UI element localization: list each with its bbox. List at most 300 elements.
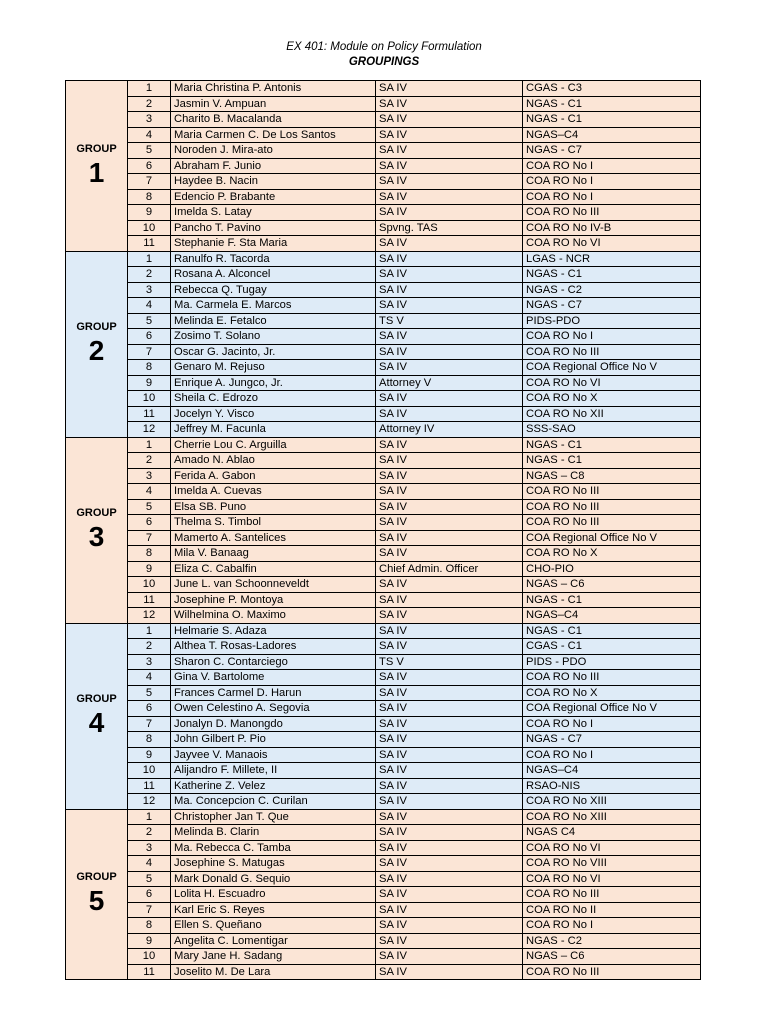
- member-office: RSAO-NIS: [523, 778, 701, 794]
- table-row: [66, 96, 701, 112]
- member-number: 8: [128, 546, 171, 562]
- member-office: COA RO No XIII: [523, 809, 701, 825]
- member-name: Edencio P. Brabante: [171, 189, 376, 205]
- group-label-cell: [66, 623, 128, 809]
- member-office: PIDS - PDO: [523, 654, 701, 670]
- member-number: 6: [128, 701, 171, 717]
- table-row: [66, 778, 701, 794]
- table-row: [66, 406, 701, 422]
- member-office: COA Regional Office No V: [523, 530, 701, 546]
- group-label: GROUP: [76, 693, 117, 705]
- member-number: 8: [128, 918, 171, 934]
- member-number: 6: [128, 515, 171, 531]
- member-number: 7: [128, 530, 171, 546]
- member-position: SA IV: [376, 236, 523, 252]
- member-number: 2: [128, 639, 171, 655]
- member-name: Karl Eric S. Reyes: [171, 902, 376, 918]
- member-position: SA IV: [376, 964, 523, 980]
- member-office: NGAS - C2: [523, 282, 701, 298]
- member-position: SA IV: [376, 794, 523, 810]
- member-name: Owen Celestino A. Segovia: [171, 701, 376, 717]
- member-office: NGAS - C1: [523, 96, 701, 112]
- member-name: Joselito M. De Lara: [171, 964, 376, 980]
- member-number: 9: [128, 933, 171, 949]
- table-row: [66, 344, 701, 360]
- member-name: Jayvee V. Manaois: [171, 747, 376, 763]
- member-number: 9: [128, 561, 171, 577]
- table-row: [66, 871, 701, 887]
- table-row: [66, 127, 701, 143]
- member-name: Amado N. Ablao: [171, 453, 376, 469]
- member-name: Josephine S. Matugas: [171, 856, 376, 872]
- member-position: TS V: [376, 654, 523, 670]
- table-row: [66, 933, 701, 949]
- member-number: 3: [128, 112, 171, 128]
- table-row: [66, 236, 701, 252]
- member-number: 2: [128, 453, 171, 469]
- member-position: TS V: [376, 313, 523, 329]
- member-name: Althea T. Rosas-Ladores: [171, 639, 376, 655]
- member-name: John Gilbert P. Pio: [171, 732, 376, 748]
- table-row: [66, 360, 701, 376]
- member-position: SA IV: [376, 282, 523, 298]
- member-office: COA RO No III: [523, 670, 701, 686]
- table-row: [66, 887, 701, 903]
- member-position: Spvng. TAS: [376, 220, 523, 236]
- member-name: Ma. Rebecca C. Tamba: [171, 840, 376, 856]
- member-position: SA IV: [376, 887, 523, 903]
- table-row: [66, 329, 701, 345]
- member-office: COA RO No VI: [523, 236, 701, 252]
- member-name: Mila V. Banaag: [171, 546, 376, 562]
- table-row: [66, 747, 701, 763]
- member-number: 7: [128, 716, 171, 732]
- member-number: 6: [128, 887, 171, 903]
- member-position: SA IV: [376, 329, 523, 345]
- member-name: Ranulfo R. Tacorda: [171, 251, 376, 267]
- member-position: SA IV: [376, 933, 523, 949]
- group-number: 1: [88, 156, 105, 188]
- member-number: 10: [128, 763, 171, 779]
- member-office: NGAS - C7: [523, 732, 701, 748]
- group-label: GROUP: [76, 507, 117, 519]
- member-position: SA IV: [376, 623, 523, 639]
- table-row: [66, 918, 701, 934]
- member-office: COA RO No III: [523, 515, 701, 531]
- table-row: [66, 158, 701, 174]
- member-name: Cherrie Lou C. Arguilla: [171, 437, 376, 453]
- table-row: [66, 546, 701, 562]
- member-position: SA IV: [376, 158, 523, 174]
- member-office: COA RO No I: [523, 189, 701, 205]
- member-position: SA IV: [376, 778, 523, 794]
- table-row: [66, 375, 701, 391]
- member-name: Maria Carmen C. De Los Santos: [171, 127, 376, 143]
- member-number: 4: [128, 856, 171, 872]
- member-position: SA IV: [376, 468, 523, 484]
- member-office: NGAS - C1: [523, 267, 701, 283]
- member-position: SA IV: [376, 174, 523, 190]
- member-name: Mamerto A. Santelices: [171, 530, 376, 546]
- member-name: Oscar G. Jacinto, Jr.: [171, 344, 376, 360]
- member-office: COA RO No XII: [523, 406, 701, 422]
- member-number: 9: [128, 747, 171, 763]
- member-name: Ferida A. Gabon: [171, 468, 376, 484]
- member-name: Ellen S. Queñano: [171, 918, 376, 934]
- table-row: [66, 422, 701, 438]
- member-position: SA IV: [376, 360, 523, 376]
- table-row: [66, 592, 701, 608]
- member-number: 1: [128, 437, 171, 453]
- member-office: COA RO No X: [523, 546, 701, 562]
- member-position: SA IV: [376, 577, 523, 593]
- member-office: NGAS–C4: [523, 127, 701, 143]
- member-number: 12: [128, 608, 171, 624]
- member-office: COA RO No VI: [523, 840, 701, 856]
- member-office: COA RO No II: [523, 902, 701, 918]
- member-number: 10: [128, 391, 171, 407]
- table-row: [66, 205, 701, 221]
- group-label-cell: [66, 81, 128, 252]
- member-name: June L. van Schoonneveldt: [171, 577, 376, 593]
- member-position: SA IV: [376, 747, 523, 763]
- member-position: Attorney IV: [376, 422, 523, 438]
- member-name: Mary Jane H. Sadang: [171, 949, 376, 965]
- document-title: EX 401: Module on Policy Formulation: [286, 41, 482, 53]
- member-position: SA IV: [376, 685, 523, 701]
- member-office: COA RO No XIII: [523, 794, 701, 810]
- member-position: SA IV: [376, 763, 523, 779]
- member-name: Stephanie F. Sta Maria: [171, 236, 376, 252]
- member-number: 8: [128, 732, 171, 748]
- member-position: SA IV: [376, 112, 523, 128]
- member-office: COA Regional Office No V: [523, 360, 701, 376]
- member-number: 7: [128, 902, 171, 918]
- member-number: 3: [128, 654, 171, 670]
- member-office: NGAS – C6: [523, 949, 701, 965]
- table-row: [66, 825, 701, 841]
- member-office: NGAS – C6: [523, 577, 701, 593]
- member-position: SA IV: [376, 499, 523, 515]
- member-office: COA RO No VIII: [523, 856, 701, 872]
- member-office: COA RO No III: [523, 484, 701, 500]
- member-name: Pancho T. Pavino: [171, 220, 376, 236]
- member-position: SA IV: [376, 546, 523, 562]
- group-label: GROUP: [76, 871, 117, 884]
- member-position: SA IV: [376, 592, 523, 608]
- member-name: Katherine Z. Velez: [171, 778, 376, 794]
- member-office: COA RO No III: [523, 205, 701, 221]
- table-row: [66, 701, 701, 717]
- table-row: [66, 499, 701, 515]
- member-office: COA RO No III: [523, 499, 701, 515]
- member-name: Lolita H. Escuadro: [171, 887, 376, 903]
- member-office: COA RO No X: [523, 685, 701, 701]
- member-position: SA IV: [376, 298, 523, 314]
- table-row: [66, 112, 701, 128]
- table-row: [66, 794, 701, 810]
- member-number: 10: [128, 577, 171, 593]
- member-number: 11: [128, 592, 171, 608]
- member-position: SA IV: [376, 639, 523, 655]
- member-number: 2: [128, 825, 171, 841]
- member-number: 9: [128, 375, 171, 391]
- table-row: [66, 856, 701, 872]
- member-position: SA IV: [376, 716, 523, 732]
- table-row: [66, 809, 701, 825]
- member-name: Imelda A. Cuevas: [171, 484, 376, 500]
- member-name: Imelda S. Latay: [171, 205, 376, 221]
- member-office: COA RO No X: [523, 391, 701, 407]
- member-name: Jeffrey M. Facunla: [171, 422, 376, 438]
- member-office: NGAS C4: [523, 825, 701, 841]
- group-number: 4: [88, 707, 105, 738]
- member-position: Chief Admin. Officer: [376, 561, 523, 577]
- member-office: COA RO No VI: [523, 871, 701, 887]
- member-position: SA IV: [376, 453, 523, 469]
- table-row: [66, 685, 701, 701]
- table-row: [66, 716, 701, 732]
- member-office: NGAS - C1: [523, 112, 701, 128]
- member-number: 8: [128, 189, 171, 205]
- table-row: [66, 902, 701, 918]
- member-name: Enrique A. Jungco, Jr.: [171, 375, 376, 391]
- member-number: 5: [128, 685, 171, 701]
- member-number: 12: [128, 422, 171, 438]
- table-row: [66, 220, 701, 236]
- member-number: 4: [128, 298, 171, 314]
- member-number: 8: [128, 360, 171, 376]
- member-name: Rosana A. Alconcel: [171, 267, 376, 283]
- groupings-table-body: [66, 81, 701, 980]
- member-name: Noroden J. Mira-ato: [171, 143, 376, 159]
- member-name: Wilhelmina O. Maximo: [171, 608, 376, 624]
- member-position: SA IV: [376, 701, 523, 717]
- member-position: SA IV: [376, 437, 523, 453]
- member-position: SA IV: [376, 608, 523, 624]
- member-number: 5: [128, 499, 171, 515]
- member-office: COA RO No I: [523, 329, 701, 345]
- member-name: Melinda E. Fetalco: [171, 313, 376, 329]
- table-row: [66, 251, 701, 267]
- member-number: 3: [128, 840, 171, 856]
- member-position: SA IV: [376, 143, 523, 159]
- member-position: SA IV: [376, 189, 523, 205]
- member-name: Abraham F. Junio: [171, 158, 376, 174]
- member-number: 7: [128, 344, 171, 360]
- table-row: [66, 298, 701, 314]
- member-office: SSS-SAO: [523, 422, 701, 438]
- member-position: SA IV: [376, 840, 523, 856]
- member-office: COA RO No I: [523, 918, 701, 934]
- member-name: Mark Donald G. Sequio: [171, 871, 376, 887]
- member-position: SA IV: [376, 205, 523, 221]
- member-number: 5: [128, 871, 171, 887]
- member-office: COA RO No III: [523, 344, 701, 360]
- member-position: SA IV: [376, 918, 523, 934]
- member-position: SA IV: [376, 81, 523, 97]
- member-position: SA IV: [376, 530, 523, 546]
- member-office: COA Regional Office No V: [523, 701, 701, 717]
- member-name: Thelma S. Timbol: [171, 515, 376, 531]
- member-number: 1: [128, 809, 171, 825]
- member-name: Ma. Concepcion C. Curilan: [171, 794, 376, 810]
- member-name: Ma. Carmela E. Marcos: [171, 298, 376, 314]
- table-row: [66, 437, 701, 453]
- member-position: SA IV: [376, 949, 523, 965]
- group-label-cell: [66, 437, 128, 623]
- table-row: [66, 267, 701, 283]
- member-name: Helmarie S. Adaza: [171, 623, 376, 639]
- group-label-cell: [66, 251, 128, 437]
- table-row: [66, 763, 701, 779]
- table-row: [66, 515, 701, 531]
- member-position: SA IV: [376, 670, 523, 686]
- member-position: SA IV: [376, 267, 523, 283]
- member-name: Frances Carmel D. Harun: [171, 685, 376, 701]
- member-name: Haydee B. Nacin: [171, 174, 376, 190]
- member-name: Josephine P. Montoya: [171, 592, 376, 608]
- member-office: COA RO No I: [523, 158, 701, 174]
- member-position: SA IV: [376, 484, 523, 500]
- member-office: COA RO No I: [523, 716, 701, 732]
- table-row: [66, 282, 701, 298]
- member-office: NGAS - C1: [523, 453, 701, 469]
- member-office: COA RO No VI: [523, 375, 701, 391]
- member-name: Jonalyn D. Manongdo: [171, 716, 376, 732]
- member-number: 11: [128, 406, 171, 422]
- table-row: [66, 453, 701, 469]
- member-number: 4: [128, 484, 171, 500]
- member-position: SA IV: [376, 515, 523, 531]
- member-name: Zosimo T. Solano: [171, 329, 376, 345]
- table-row: [66, 391, 701, 407]
- member-office: COA RO No III: [523, 887, 701, 903]
- member-position: SA IV: [376, 251, 523, 267]
- member-office: NGAS - C7: [523, 298, 701, 314]
- member-office: CGAS - C3: [523, 81, 701, 97]
- member-name: Elsa SB. Puno: [171, 499, 376, 515]
- member-number: 1: [128, 251, 171, 267]
- member-name: Charito B. Macalanda: [171, 112, 376, 128]
- table-row: [66, 484, 701, 500]
- member-number: 3: [128, 282, 171, 298]
- member-office: NGAS–C4: [523, 608, 701, 624]
- member-number: 5: [128, 313, 171, 329]
- group-number: 5: [88, 885, 105, 917]
- member-number: 5: [128, 143, 171, 159]
- member-position: SA IV: [376, 391, 523, 407]
- group-number: 3: [88, 521, 105, 552]
- table-row: [66, 313, 701, 329]
- table-row: [66, 670, 701, 686]
- member-name: Genaro M. Rejuso: [171, 360, 376, 376]
- table-row: [66, 81, 701, 97]
- member-position: SA IV: [376, 856, 523, 872]
- member-name: Sheila C. Edrozo: [171, 391, 376, 407]
- member-number: 11: [128, 964, 171, 980]
- member-number: 4: [128, 127, 171, 143]
- member-number: 6: [128, 329, 171, 345]
- table-row: [66, 189, 701, 205]
- member-number: 11: [128, 778, 171, 794]
- member-office: CGAS - C1: [523, 639, 701, 655]
- member-number: 9: [128, 205, 171, 221]
- groupings-table: [65, 80, 701, 980]
- member-position: SA IV: [376, 809, 523, 825]
- member-number: 10: [128, 949, 171, 965]
- table-row: [66, 732, 701, 748]
- member-number: 6: [128, 158, 171, 174]
- member-position: SA IV: [376, 344, 523, 360]
- table-row: [66, 840, 701, 856]
- member-office: NGAS - C7: [523, 143, 701, 159]
- member-office: LGAS - NCR: [523, 251, 701, 267]
- member-number: 10: [128, 220, 171, 236]
- member-position: SA IV: [376, 127, 523, 143]
- member-name: Melinda B. Clarin: [171, 825, 376, 841]
- member-office: COA RO No I: [523, 747, 701, 763]
- table-row: [66, 561, 701, 577]
- member-name: Sharon C. Contarciego: [171, 654, 376, 670]
- table-row: [66, 143, 701, 159]
- table-row: [66, 577, 701, 593]
- member-name: Eliza C. Cabalfin: [171, 561, 376, 577]
- group-label: GROUP: [76, 321, 117, 333]
- member-number: 11: [128, 236, 171, 252]
- member-name: Christopher Jan T. Que: [171, 809, 376, 825]
- member-office: COA RO No III: [523, 964, 701, 980]
- member-number: 12: [128, 794, 171, 810]
- member-position: SA IV: [376, 825, 523, 841]
- member-name: Angelita C. Lomentigar: [171, 933, 376, 949]
- member-position: SA IV: [376, 902, 523, 918]
- group-label-cell: [66, 809, 128, 980]
- member-name: Rebecca Q. Tugay: [171, 282, 376, 298]
- member-name: Gina V. Bartolome: [171, 670, 376, 686]
- member-position: Attorney V: [376, 375, 523, 391]
- table-row: [66, 654, 701, 670]
- member-office: NGAS - C1: [523, 623, 701, 639]
- group-label: GROUP: [76, 142, 117, 155]
- member-office: NGAS - C2: [523, 933, 701, 949]
- table-row: [66, 468, 701, 484]
- member-name: Alijandro F. Millete, II: [171, 763, 376, 779]
- member-number: 7: [128, 174, 171, 190]
- member-position: SA IV: [376, 406, 523, 422]
- table-row: [66, 949, 701, 965]
- member-office: COA RO No IV-B: [523, 220, 701, 236]
- member-office: COA RO No I: [523, 174, 701, 190]
- member-office: PIDS-PDO: [523, 313, 701, 329]
- member-position: SA IV: [376, 871, 523, 887]
- document-header: [0, 40, 768, 70]
- member-name: Jasmin V. Ampuan: [171, 96, 376, 112]
- group-number: 2: [88, 335, 105, 366]
- member-office: NGAS - C1: [523, 592, 701, 608]
- member-office: NGAS - C1: [523, 437, 701, 453]
- member-number: 1: [128, 81, 171, 97]
- document-subtitle: GROUPINGS: [348, 56, 420, 68]
- table-row: [66, 639, 701, 655]
- member-number: 2: [128, 267, 171, 283]
- table-row: [66, 964, 701, 980]
- member-office: NGAS – C8: [523, 468, 701, 484]
- member-name: Jocelyn Y. Visco: [171, 406, 376, 422]
- member-position: SA IV: [376, 96, 523, 112]
- table-row: [66, 623, 701, 639]
- member-number: 1: [128, 623, 171, 639]
